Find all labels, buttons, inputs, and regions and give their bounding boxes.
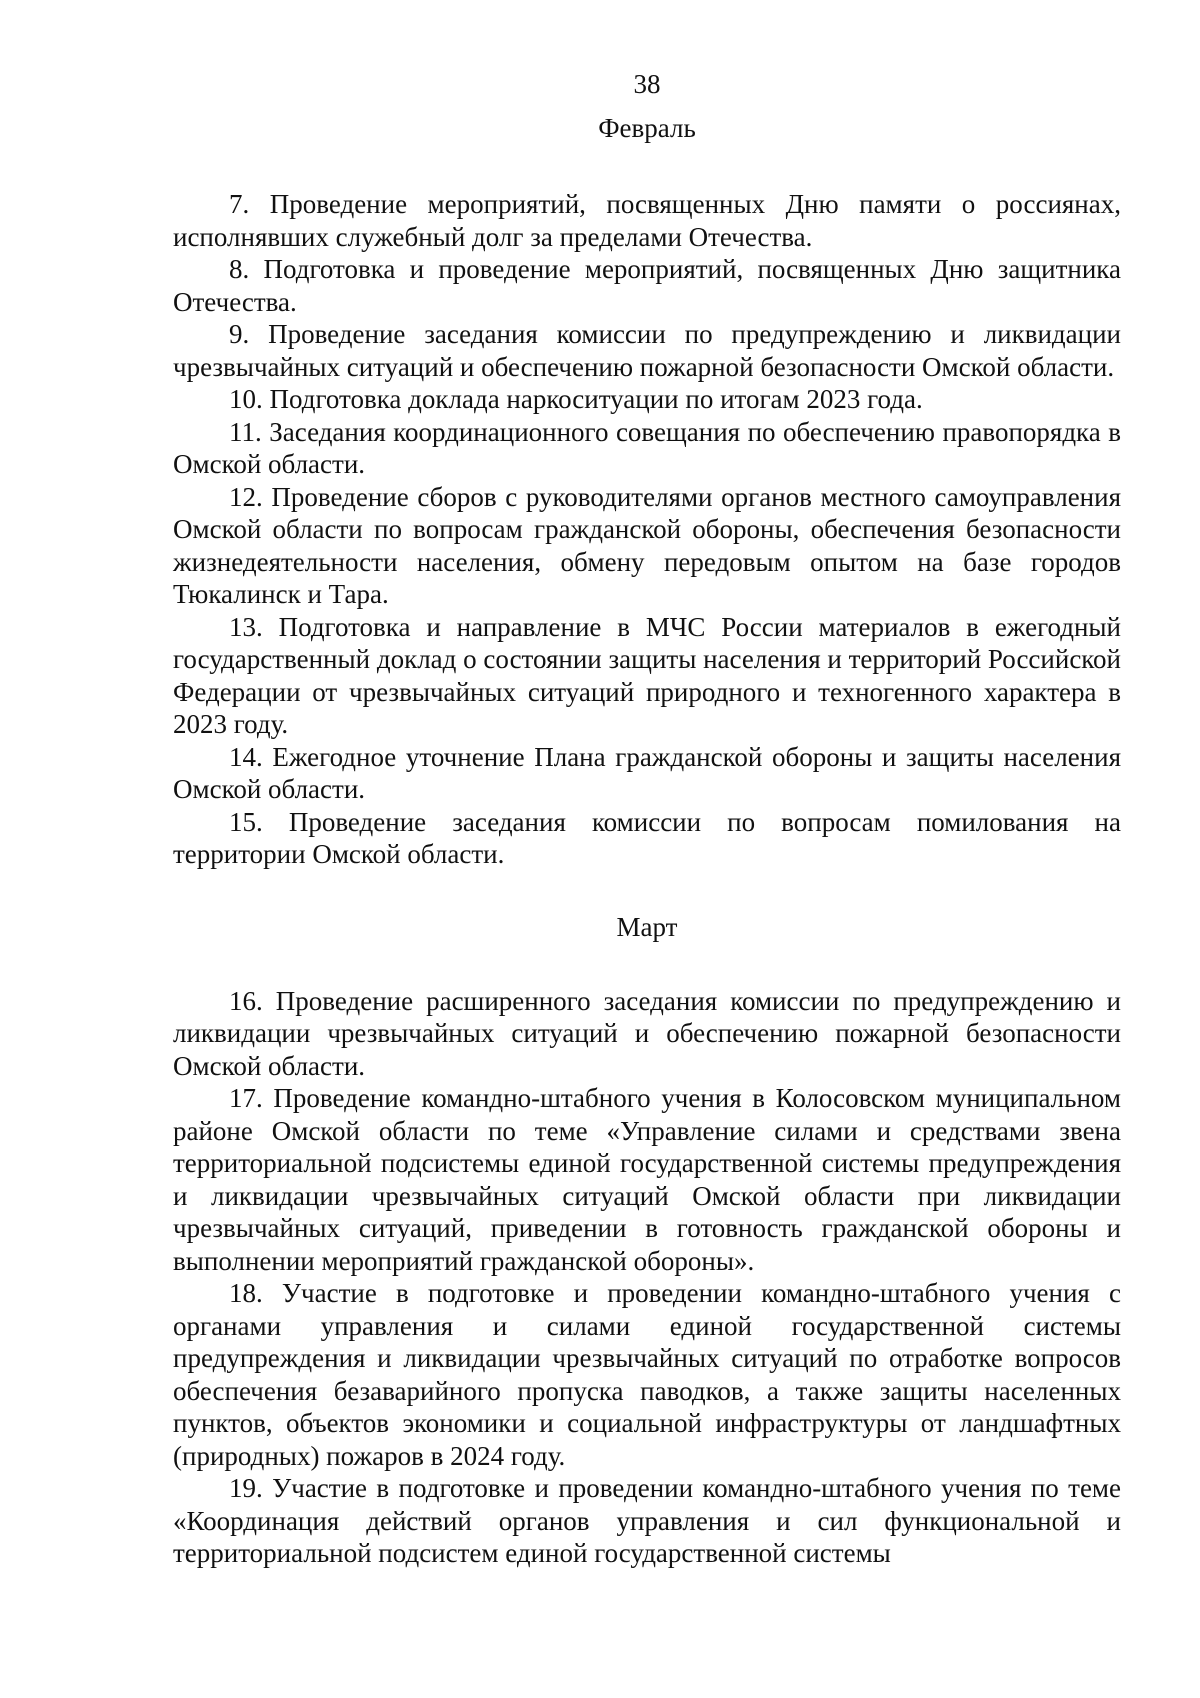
section-title-february: Февраль — [598, 113, 696, 143]
list-item: 10. Подготовка доклада наркоситуации по итогам 2023 года. — [229, 384, 923, 414]
document-page — [173, 68, 1121, 1570]
list-item: 18. Участие в подготовке и проведении командно-штабного учения с органами управления и силами единой государственной системы предупреждения и ликвидации чрезвычайных ситуаций по отработке вопросов обеспечения безаварийного пропуска паводков, а также защиты населенных пунктов, объектов экономики и социальной инфраструктуры от ландшафтных (природных) пожаров в 2024 году. — [173, 1278, 1121, 1471]
page-number: 38 — [633, 69, 661, 99]
list-item: 9. Проведение заседания комиссии по предупреждению и ликвидации чрезвычайных ситуаций и обеспечению пожарной безопасности Омской области. — [173, 319, 1121, 382]
list-item: 17. Проведение командно-штабного учения в Колосовском муниципальном районе Омской области по теме «Управление силами и средствами звена территориальной подсистемы единой государственной системы предупреждения и ликвидации чрезвычайных ситуаций Омской области при ликвидации чрезвычайных ситуаций, приведении в готовность гражданской обороны и выполнении мероприятий гражданской обороны». — [173, 1083, 1121, 1276]
list-item: 12. Проведение сборов с руководителями органов местного самоуправления Омской области по вопросам гражданской обороны, обеспечения безопасности жизнедеятельности населения, обмену передовым опытом на базе городов Тюкалинск и Тара. — [173, 481, 1121, 609]
section-title-march: Март — [616, 911, 678, 942]
list-item: 7. Проведение мероприятий, посвященных Дню памяти о россиянах, исполнявших служебный долг за пределами Отечества. — [173, 189, 1121, 252]
list-item: 19. Участие в подготовке и проведении командно-штабного учения по теме «Координация действий органов управления и сил функциональной и территориальной подсистем единой государственной системы — [173, 1473, 1121, 1568]
list-item: 16. Проведение расширенного заседания комиссии по предупреждению и ликвидации чрезвычайных ситуаций и обеспечению пожарной безопасности Омской области. — [173, 985, 1121, 1081]
list-item: 13. Подготовка и направление в МЧС России материалов в ежегодный государственный доклад о состоянии защиты населения и территорий Российской Федерации от чрезвычайных ситуаций природного и техногенного характера в 2023 году. — [173, 611, 1121, 739]
list-item: 11. Заседания координационного совещания по обеспечению правопорядка в Омской области. — [173, 416, 1121, 479]
list-item: 15. Проведение заседания комиссии по вопросам помилования на территории Омской области. — [173, 806, 1121, 869]
list-item: 8. Подготовка и проведение мероприятий, посвященных Дню защитника Отечества. — [173, 254, 1121, 317]
list-item: 14. Ежегодное уточнение Плана гражданской обороны и защиты населения Омской области. — [173, 741, 1121, 804]
